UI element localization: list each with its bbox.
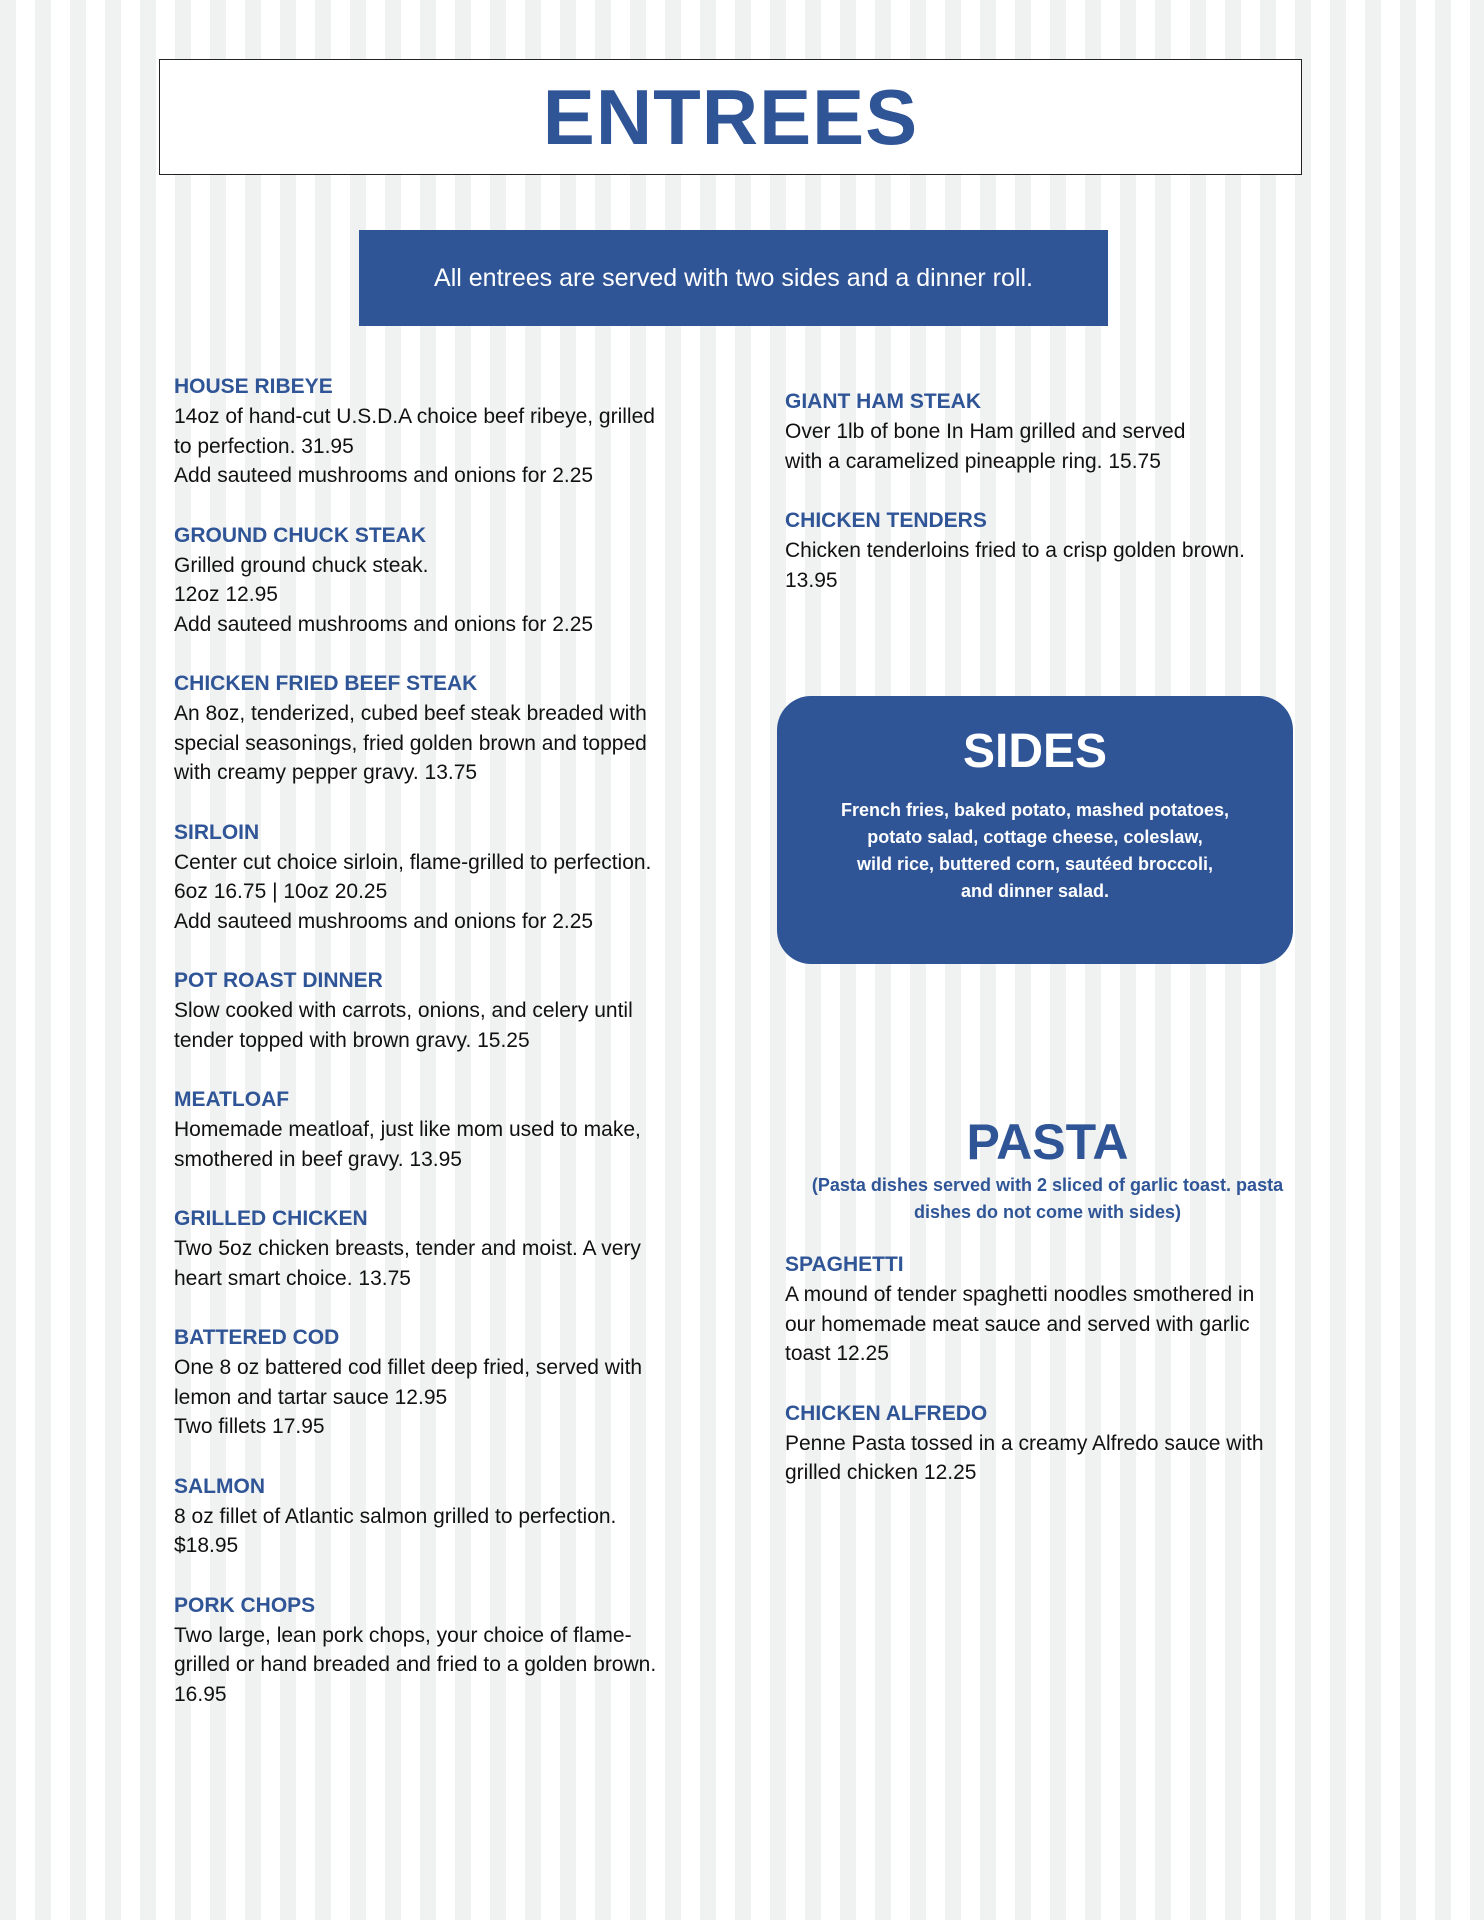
page-title: ENTREES: [542, 72, 919, 161]
menu-item-description: Add sauteed mushrooms and onions for 2.25: [174, 909, 594, 933]
menu-item-description: 14oz of hand-cut U.S.D.A choice beef ribeye, grilled: [174, 405, 655, 428]
menu-item-name: CHICKEN FRIED BEEF STEAK: [174, 672, 478, 695]
menu-item-name: MEATLOAF: [174, 1088, 290, 1111]
menu-item-description: with creamy pepper gravy. 13.75: [174, 761, 478, 784]
sides-box: [777, 696, 1293, 964]
menu-item-description: Over 1lb of bone In Ham grilled and served: [785, 420, 1186, 443]
sides-title: SIDES: [962, 725, 1108, 778]
menu-item-name: PORK CHOPS: [174, 1593, 316, 1617]
menu-item-name: CHICKEN TENDERS: [785, 509, 987, 532]
menu-item-name: SALMON: [174, 1474, 265, 1498]
menu-item-name: CHICKEN ALFREDO: [785, 1401, 988, 1425]
right-entrees-column: [785, 387, 1315, 625]
menu-item-name: SPAGHETTI: [785, 1253, 904, 1276]
menu-item-description: Slow cooked with carrots, onions, and celery until: [174, 999, 633, 1022]
menu-item: [174, 1204, 714, 1293]
sides-line: wild rice, buttered corn, sautéed broccoli,: [856, 854, 1214, 874]
menu-item-description: Two fillets 17.95: [174, 1415, 325, 1438]
menu-item: [174, 818, 714, 937]
menu-item-name: BATTERED COD: [174, 1326, 340, 1349]
menu-item-description: Chicken tenderloins fried to a crisp golden brown.: [785, 539, 1245, 562]
menu-item-name: GIANT HAM STEAK: [785, 390, 981, 413]
menu-item: [174, 1085, 714, 1174]
menu-item: [174, 1323, 714, 1442]
left-entrees-column: [174, 372, 714, 1739]
sides-line: French fries, baked potato, mashed potatoes,: [840, 800, 1230, 820]
menu-item-description: Two 5oz chicken breasts, tender and moist. A very: [174, 1237, 641, 1260]
menu-item-name: GRILLED CHICKEN: [174, 1207, 368, 1230]
menu-item-description: grilled chicken 12.25: [785, 1461, 977, 1484]
menu-item-description: A mound of tender spaghetti noodles smothered in: [785, 1283, 1255, 1306]
menu-item-description: to perfection. 31.95: [174, 434, 354, 458]
menu-item-description: Homemade meatloaf, just like mom used to make,: [174, 1118, 641, 1141]
menu-item-description: toast 12.25: [785, 1342, 889, 1365]
menu-item: [174, 669, 714, 788]
menu-item-description: special seasonings, fried golden brown and topped: [174, 731, 647, 755]
menu-item-description: Grilled ground chuck steak.: [174, 553, 429, 577]
pasta-note-line: dishes do not come with sides): [913, 1202, 1182, 1222]
menu-item-description: 13.95: [785, 568, 838, 592]
menu-item-description: 6oz 16.75 | 10oz 20.25: [174, 880, 388, 903]
menu-item: [785, 1250, 1315, 1369]
menu-item-description: 12oz 12.95: [174, 583, 278, 606]
menu-item-description: 16.95: [174, 1682, 227, 1706]
pasta-note-line: (Pasta dishes served with 2 sliced of garlic toast. pasta: [811, 1175, 1284, 1195]
sides-line: potato salad, cottage cheese, coleslaw,: [867, 827, 1203, 847]
menu-item: [174, 1591, 714, 1710]
menu-item-description: our homemade meat sauce and served with garlic: [785, 1312, 1250, 1336]
menu-item-description: 8 oz fillet of Atlantic salmon grilled to perfection.: [174, 1504, 617, 1528]
title-box: [159, 59, 1302, 175]
menu-item-description: tender topped with brown gravy. 15.25: [174, 1028, 530, 1052]
menu-item-description: grilled or hand breaded and fried to a golden brown.: [174, 1653, 657, 1676]
menu-item-description: Two large, lean pork chops, your choice of flame-: [174, 1623, 632, 1647]
menu-item: [785, 387, 1315, 476]
menu-item: [174, 1472, 714, 1561]
entrees-note: All entrees are served with two sides and a dinner roll.: [434, 263, 1033, 292]
menu-item-name: GROUND CHUCK STEAK: [174, 523, 426, 547]
menu-item: [785, 1399, 1315, 1488]
pasta-header: [785, 1112, 1310, 1226]
sides-line: and dinner salad.: [960, 881, 1110, 901]
menu-item: [174, 521, 714, 640]
menu-item-description: Center cut choice sirloin, flame-grilled to perfection.: [174, 850, 652, 874]
menu-item: [785, 506, 1315, 595]
menu-item-description: Add sauteed mushrooms and onions for 2.25: [174, 464, 594, 487]
menu-item-description: $18.95: [174, 1534, 239, 1557]
entrees-note-banner: [359, 230, 1108, 326]
menu-item: [174, 372, 714, 491]
menu-item: [174, 966, 714, 1055]
menu-item-name: HOUSE RIBEYE: [174, 375, 333, 398]
menu-item-description: smothered in beef gravy. 13.95: [174, 1147, 462, 1171]
menu-item-description: with a caramelized pineapple ring. 15.75: [785, 449, 1161, 473]
menu-item-description: One 8 oz battered cod fillet deep fried, served with: [174, 1356, 643, 1379]
menu-item-description: lemon and tartar sauce 12.95: [174, 1385, 448, 1409]
menu-item-name: POT ROAST DINNER: [174, 969, 383, 992]
pasta-title: PASTA: [966, 1114, 1129, 1170]
menu-item-description: Add sauteed mushrooms and onions for 2.25: [174, 612, 594, 636]
menu-item-name: SIRLOIN: [174, 820, 260, 844]
menu-item-description: Penne Pasta tossed in a creamy Alfredo sauce with: [785, 1431, 1264, 1455]
pasta-column: [785, 1250, 1315, 1518]
menu-item-description: heart smart choice. 13.75: [174, 1266, 411, 1290]
menu-item-description: An 8oz, tenderized, cubed beef steak breaded with: [174, 702, 647, 725]
